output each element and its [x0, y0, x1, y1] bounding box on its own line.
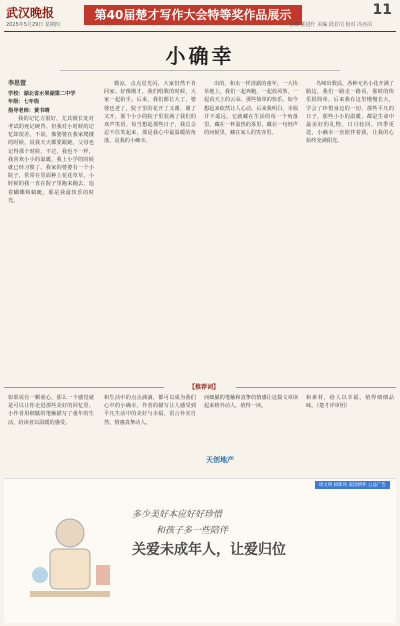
- grade-info: 年级：七年级: [8, 99, 40, 106]
- article-title: 小确幸: [165, 44, 235, 68]
- public-service-ad: [4, 478, 396, 623]
- recommend-column-1: 如果说有一颗童心，那么一个感觉就是可以让你走进那些美好的回忆里。小作者用细腻的笔触描写了童年的生活，给读者以温暖的感受。: [8, 395, 94, 426]
- dateline: 2025年5月29日 星期四: [6, 22, 60, 28]
- recommend-column-4: 和素材，给人以幸福，值得细细品味。（楚才评审团）: [306, 395, 394, 410]
- masthead: 武汉晚报: [6, 6, 55, 20]
- recommend-rule-left: [4, 387, 164, 388]
- article-paragraph: 出的，和水一样清澈的童年，一大块草地上，我们一起奔跑，一起放风筝，一起看天上的云朵。那些简单的快乐，如今想起来依然让人心动。后来我明白，幸福并不遥远，它就藏在生活的每一个角落里，藏在一杯温热的茶里，藏在一句轻声的问候里，藏在家人的笑容里。: [204, 81, 298, 137]
- article-column-2: [104, 80, 196, 146]
- article-paragraph: 我的记忆力很好，尤其擅长处对考试的死记硬背。但我对小时候的记忆却很差，不说，像婆婆在我家爬楼的时候，说我天天都要跟她，父母也记得那个时候，不过，我也不一样，我喜欢小小的温暖，我上小学的时候就已经习惯了。我家的婆婆有一个小院子，常常在里面种上花花草草，小时候的我一直在院子里跑来跑去，追着蝴蝶和蜻蜓，那是我最快乐的时光。: [8, 115, 94, 204]
- title-divider: [60, 70, 340, 71]
- recommend-rule-right: [236, 387, 396, 388]
- ad-line-1: 多少美好本应好好珍惜: [132, 510, 223, 520]
- recommend-header: [4, 382, 396, 392]
- recommend-column-3: 而细腻的笔触和真挚的情感让这篇文章读起来格外动人，值得一读。: [204, 395, 298, 410]
- article-column-3: [204, 80, 298, 137]
- article-column-4: [306, 80, 394, 146]
- editor-credits: 责编 郭进什 美编 段若司 校对 冯亦泊: [289, 22, 372, 28]
- page-header: [4, 2, 396, 32]
- article-paragraph: 微凉，点点星光闪，大家仍然不肯回家。好像刚才，我们唱歌的时候，大家一起拍手。后来，我们都长大了，婆婆也老了，院子里的花开了又谢，谢了又开，那个小小的院子里装满了我们的欢声笑语。每当想起那些日子，我总会忍不住笑起来，那是我心中最温暖的角落，是我的小确幸。: [104, 81, 196, 145]
- ad-title: 关爱未成年人，让爱归位: [132, 542, 286, 558]
- child-illustration: [10, 505, 130, 615]
- section-banner: 第40届楚才写作大会特等奖作品展示: [84, 5, 302, 25]
- recommend-column-2: 和生活中的点点滴滴，都可以成为我们心中的小确幸。作者的描写让人感受到平凡生活中的美好与幸福，语言朴实自然，情感真挚动人。: [104, 395, 196, 426]
- recommend-title: 【推荐词】: [188, 384, 219, 391]
- page-number: 11: [372, 2, 392, 18]
- teacher-info: 指导老师：黄书晴: [8, 107, 50, 114]
- sponsor-logo: 天创地产: [206, 456, 234, 464]
- article-paragraph: 鸟啼出歌谣，各种无名小花开满了路边，我们一路走一路看，那时的快乐很简单。后来我在这里慢慢长大，学会了珍惜身边的一切，那些平凡的日子，那些小小的温暖，都是生命中最美好的礼物。日月轮回，四季更迭，小确幸一直陪伴着我，让我的心始终充满阳光。: [306, 81, 394, 145]
- ad-badge: 请文明 树新风 家国情怀 公益广告: [315, 481, 390, 489]
- school-name: 学校：湖北省水果湖第二中学: [8, 91, 76, 98]
- header-rule: [4, 31, 396, 32]
- ad-line-2: 和孩子多一些陪伴: [156, 526, 229, 536]
- author-name: 李思萱: [8, 80, 27, 87]
- article-column-1: [8, 80, 94, 205]
